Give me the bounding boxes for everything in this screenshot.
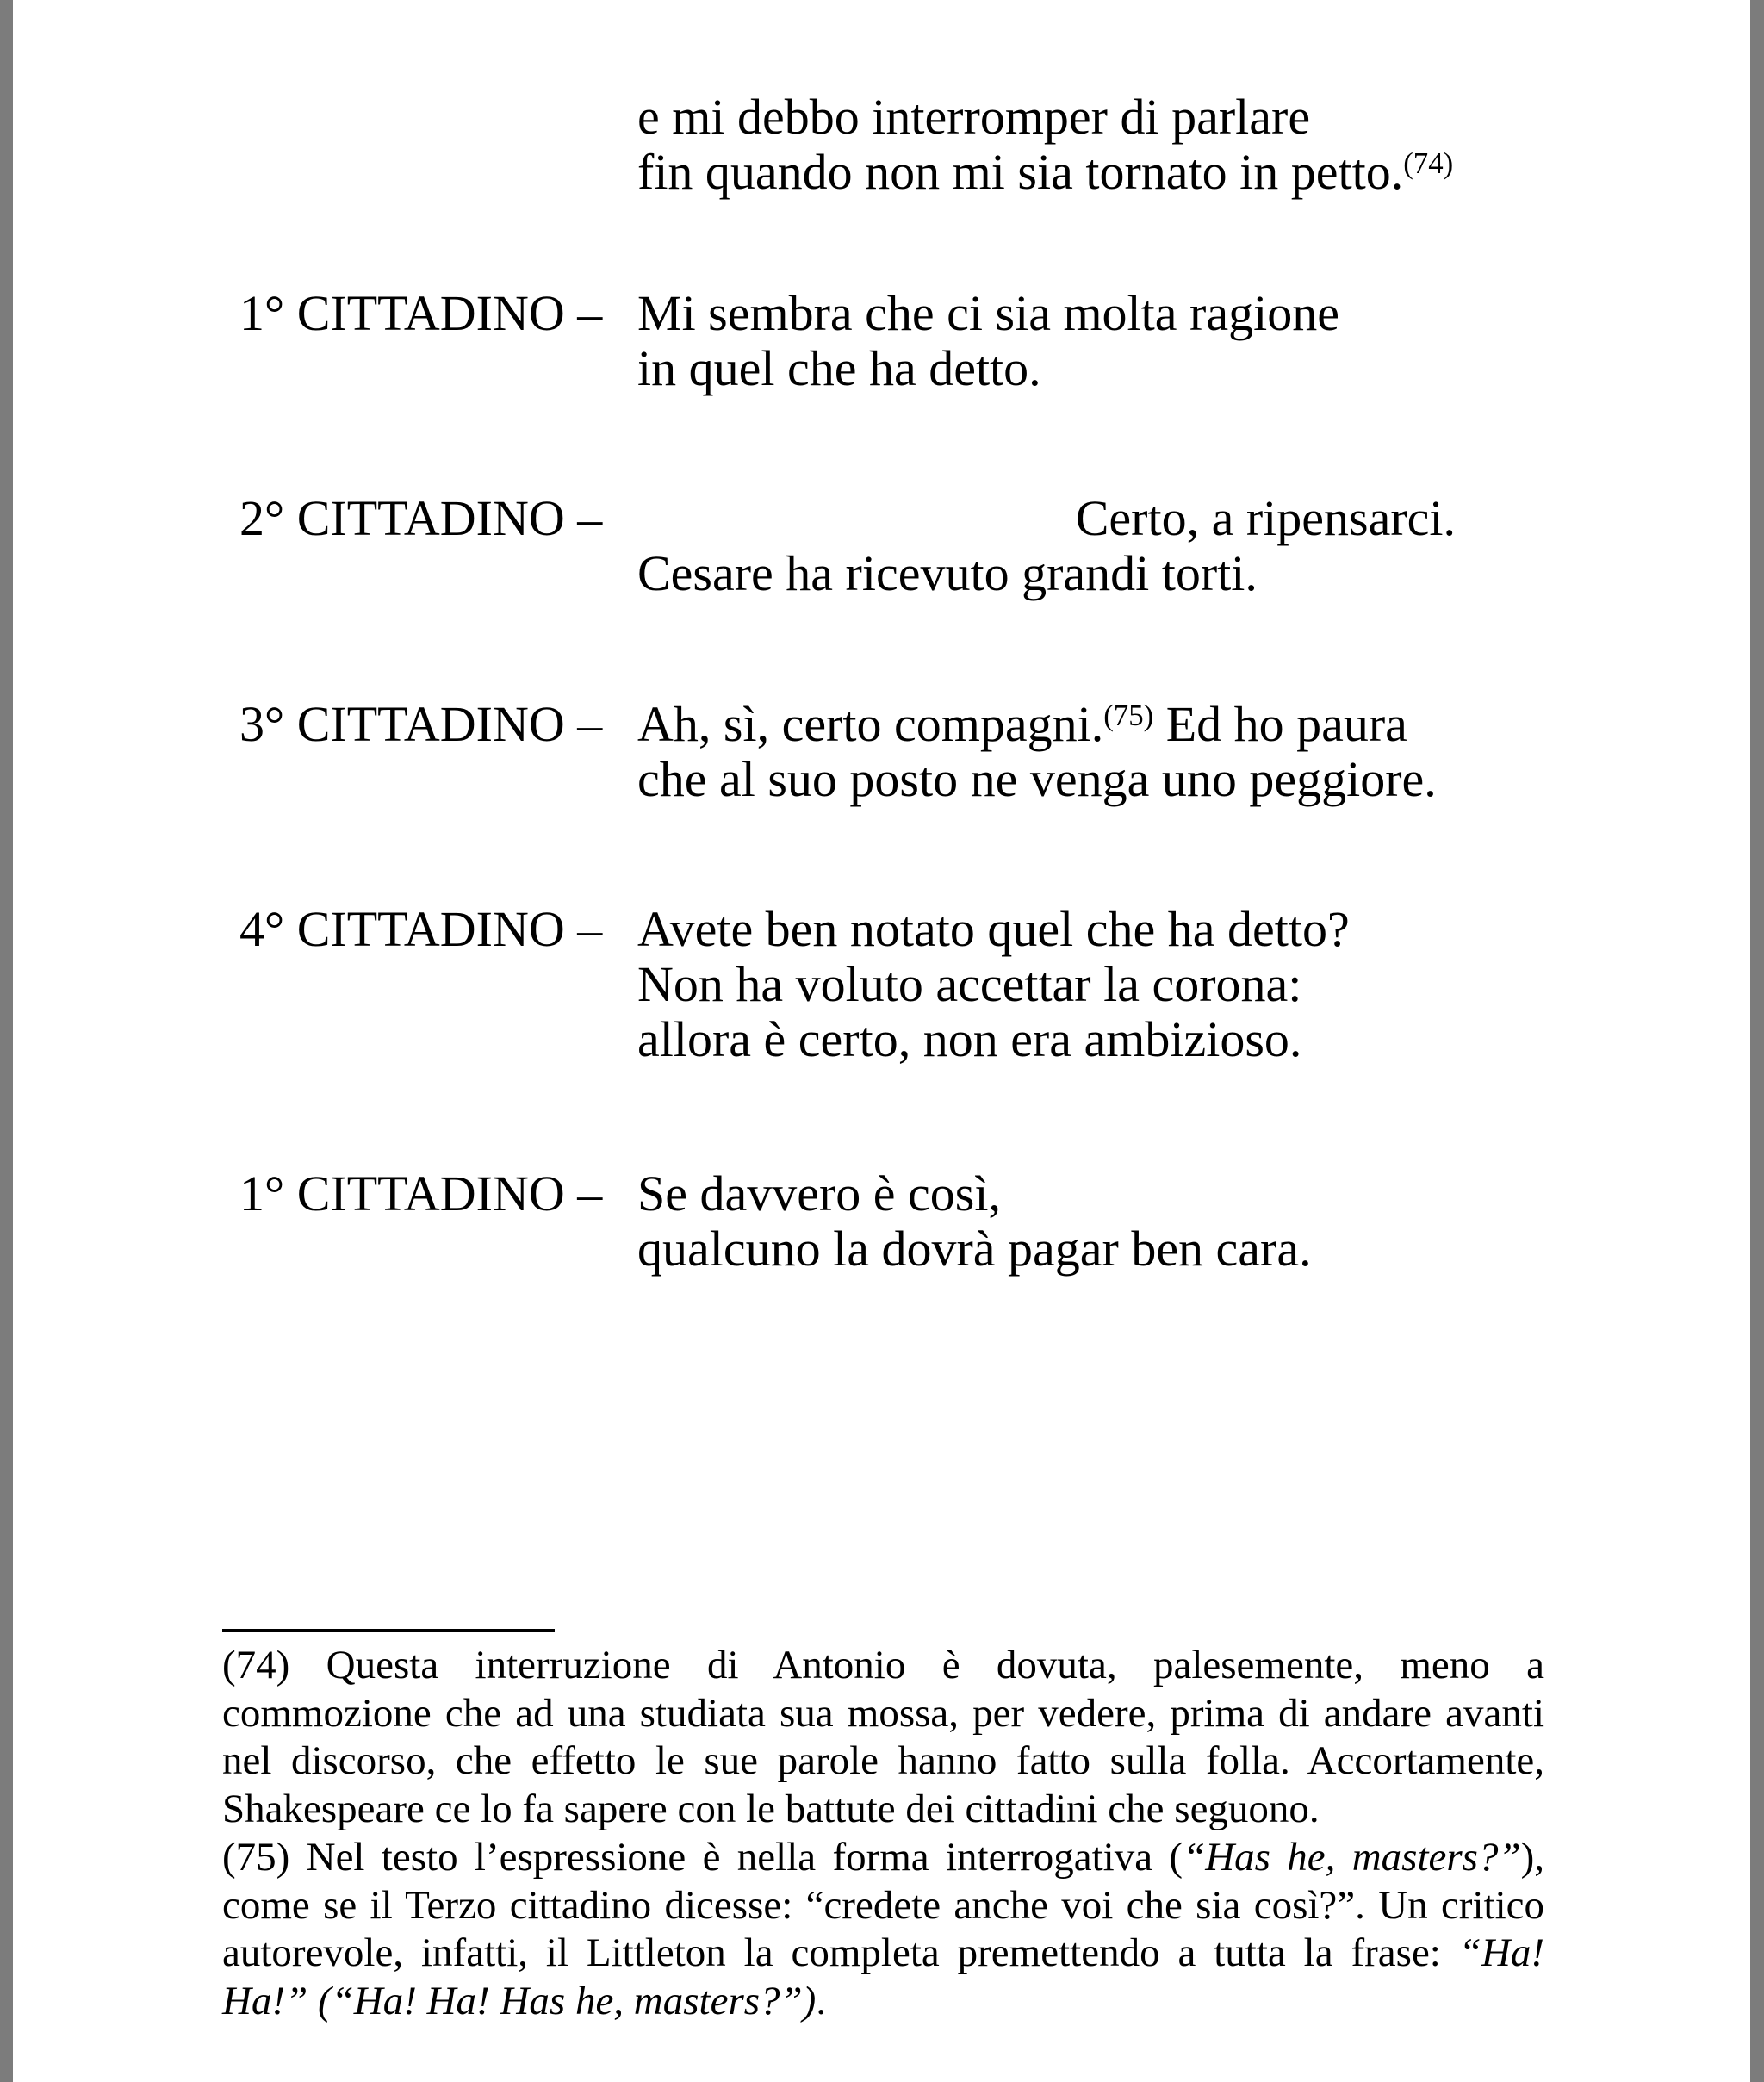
verse-line: Mi sembra che ci sia molta ragione <box>637 285 1339 341</box>
verse-line: Avete ben notato quel che ha detto? <box>637 901 1350 957</box>
speech-column <box>637 491 1456 601</box>
verse-line: Non ha voluto accettar la corona: <box>637 956 1302 1012</box>
verse-line: e mi debbo interromper di parlare <box>637 89 1311 145</box>
verse-line: Cesare ha ricevuto grandi torti. <box>637 545 1258 601</box>
verse-line: che al suo posto ne venga uno peggiore. <box>637 751 1437 807</box>
speaker-label: 4° CITTADINO – <box>239 901 603 957</box>
speech-column <box>637 90 1456 200</box>
speech-column <box>637 902 1456 1067</box>
footnote-75 <box>222 1834 1544 2026</box>
footnote-line: (74) Questa interruzione di Antonio è dovuta, palesemente, meno a <box>222 1643 1544 1687</box>
footnote-74 <box>222 1642 1544 1834</box>
speaker-label: 2° CITTADINO – <box>239 490 603 546</box>
footnotes-section <box>222 1642 1544 2026</box>
verse-line: fin quando non mi sia tornato in petto.$^{(74)}$ <box>637 144 1454 200</box>
speaker-label: 1° CITTADINO – <box>239 1165 603 1221</box>
footnote-line: come se il Terzo cittadino dicesse: “credete anche voi che sia così?”. Un critico <box>222 1882 1544 1928</box>
verse-line: Ah, sì, certo compagni.$^{(75)}$ Ed ho paura <box>637 696 1407 752</box>
footnote-line: (75) Nel testo l’espressione è nella forma interrogativa (“Has he, masters?”), <box>222 1834 1545 1880</box>
page-edge-left <box>0 0 13 2082</box>
footnote-line: Shakespeare ce lo fa sapere con le battute dei cittadini che seguono. <box>222 1787 1320 1832</box>
speaker-label: 3° CITTADINO – <box>239 696 603 752</box>
speech-column <box>637 286 1456 396</box>
verse-line: allora è certo, non era ambizioso. <box>637 1011 1302 1067</box>
page-edge-right <box>1750 0 1764 2082</box>
footnote-line: Ha!” (“Ha! Ha! Has he, masters?”). <box>222 1978 827 2023</box>
verse-line: in quel che ha detto. <box>637 340 1041 396</box>
footnote-line: nel discorso, che effetto le sue parole hanno fatto sulla folla. Accortamente, <box>222 1738 1544 1784</box>
verse-line: Se davvero è così, <box>637 1165 1001 1221</box>
speech-column <box>637 1166 1456 1277</box>
speaker-label: 1° CITTADINO – <box>239 285 603 341</box>
speech-column <box>637 697 1456 807</box>
footnote-separator <box>222 1629 555 1632</box>
footnote-line: commozione che ad una studiata sua mossa, per vedere, prima di andare avanti <box>222 1690 1544 1736</box>
footnote-line: autorevole, infatti, il Littleton la completa premettendo a tutta la frase: “Ha! <box>222 1930 1544 1976</box>
verse-line: Certo, a ripensarci. <box>1075 490 1456 546</box>
verse-line: qualcuno la dovrà pagar ben cara. <box>637 1221 1312 1277</box>
